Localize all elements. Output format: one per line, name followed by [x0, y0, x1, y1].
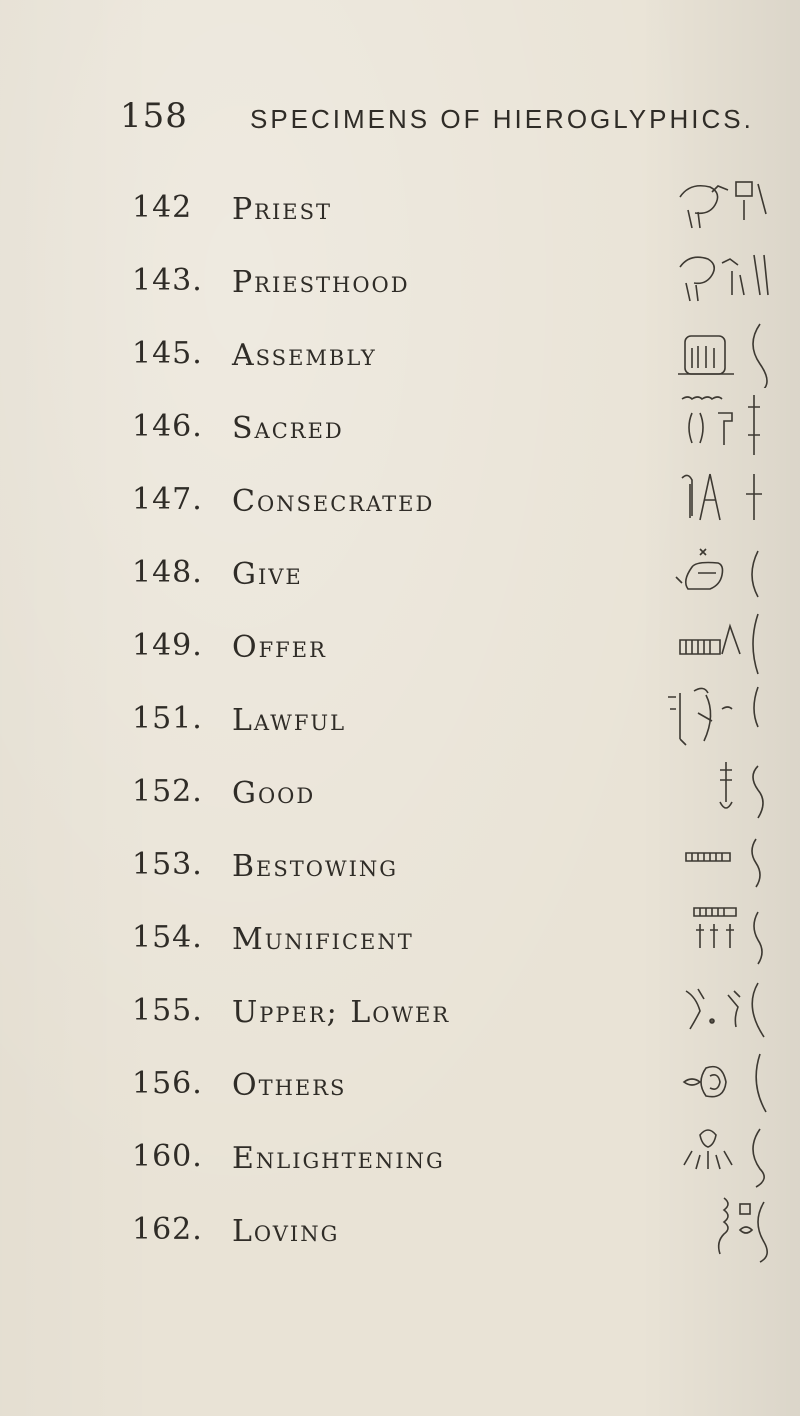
entry-number: 143.	[132, 263, 203, 298]
specimen-entry-munificent	[0, 920, 800, 960]
entry-number: 149.	[132, 628, 203, 663]
priest-hieroglyph-icon	[640, 172, 780, 242]
entry-word: Munificent	[232, 922, 414, 957]
others-hieroglyph-icon	[640, 1048, 780, 1118]
specimen-entry-others	[0, 1066, 800, 1106]
give-hieroglyph-icon	[640, 537, 780, 607]
page-number: 158	[120, 96, 188, 136]
entry-number: 147.	[132, 482, 203, 517]
entry-word: Priest	[232, 192, 333, 227]
consecrated-hieroglyph-icon	[640, 464, 780, 534]
entry-word: Loving	[232, 1214, 340, 1249]
specimen-entry-priesthood	[0, 263, 800, 303]
entry-word: Sacred	[232, 411, 344, 446]
specimen-entry-lawful	[0, 701, 800, 741]
entry-number: 153.	[132, 847, 203, 882]
entry-word: Enlightening	[232, 1141, 445, 1176]
specimen-entry-good	[0, 774, 800, 814]
entry-word: Assembly	[232, 338, 377, 373]
page-header	[0, 96, 800, 146]
specimen-entry-offer	[0, 628, 800, 668]
entry-number: 156.	[132, 1066, 203, 1101]
specimen-entry-upper-lower	[0, 993, 800, 1033]
entry-word: Others	[232, 1068, 347, 1103]
entry-number: 154.	[132, 920, 203, 955]
entry-number: 155.	[132, 993, 203, 1028]
specimen-entry-consecrated	[0, 482, 800, 522]
lawful-hieroglyph-icon	[640, 683, 780, 753]
specimen-entry-enlightening	[0, 1139, 800, 1179]
enlightening-hieroglyph-icon	[640, 1121, 780, 1191]
entry-number: 152.	[132, 774, 203, 809]
good-hieroglyph-icon	[640, 756, 780, 826]
entry-number: 162.	[132, 1212, 203, 1247]
entry-number: 145.	[132, 336, 203, 371]
sacred-hieroglyph-icon	[640, 391, 780, 461]
running-title: SPECIMENS OF HIEROGLYPHICS.	[250, 104, 754, 134]
entry-word: Upper; Lower	[232, 995, 451, 1030]
entry-word: Offer	[232, 630, 327, 665]
specimen-entry-loving	[0, 1212, 800, 1252]
entry-word: Bestowing	[232, 849, 399, 884]
munificent-hieroglyph-icon	[640, 902, 780, 972]
specimen-entry-bestowing	[0, 847, 800, 887]
specimen-entry-priest	[0, 190, 800, 230]
specimen-entry-assembly	[0, 336, 800, 376]
upper-lower-hieroglyph-icon	[640, 975, 780, 1045]
specimen-entry-give	[0, 555, 800, 595]
entry-number: 148.	[132, 555, 203, 590]
entry-word: Consecrated	[232, 484, 435, 519]
entry-word: Priesthood	[232, 265, 410, 300]
entry-word: Lawful	[232, 703, 347, 738]
bestowing-hieroglyph-icon	[640, 829, 780, 899]
priesthood-hieroglyph-icon	[640, 245, 780, 315]
offer-hieroglyph-icon	[640, 610, 780, 680]
entry-word: Give	[232, 557, 303, 592]
entry-number: 151.	[132, 701, 203, 736]
entry-number: 142	[132, 190, 193, 225]
specimen-entry-sacred	[0, 409, 800, 449]
loving-hieroglyph-icon	[640, 1194, 780, 1264]
entry-number: 160.	[132, 1139, 203, 1174]
entry-number: 146.	[132, 409, 203, 444]
entry-word: Good	[232, 776, 316, 811]
assembly-hieroglyph-icon	[640, 318, 780, 388]
